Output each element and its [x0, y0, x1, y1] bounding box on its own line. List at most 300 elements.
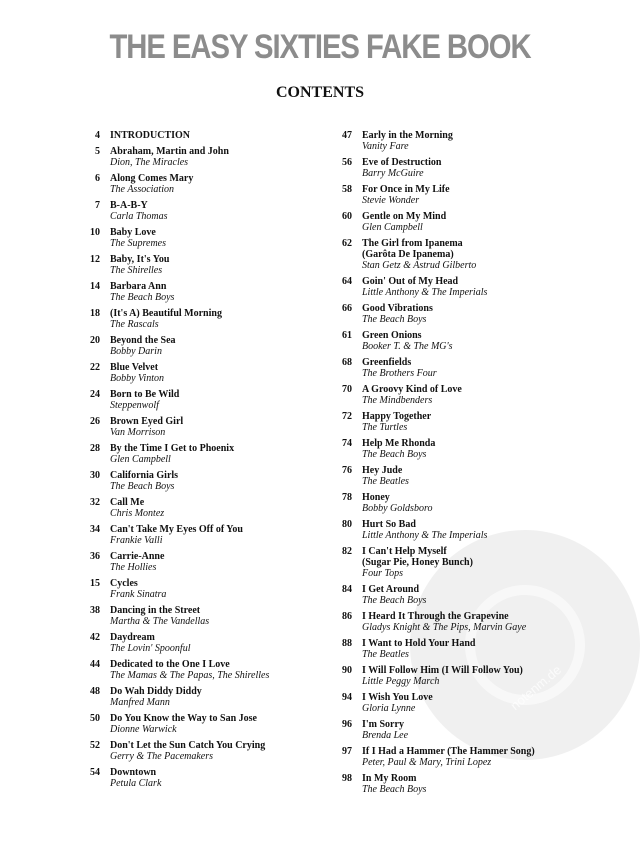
artist-name: The Beach Boys	[362, 784, 427, 795]
page-number: 64	[342, 276, 352, 287]
song-title-line: Greenfields	[362, 357, 412, 368]
page-number: 34	[90, 524, 100, 535]
song-title-line: (Garôta De Ipanema)	[362, 249, 454, 260]
entry-text	[110, 767, 161, 789]
song-title-line: I Heard It Through the Grapevine	[362, 611, 509, 622]
artist-name: The Association	[110, 184, 174, 195]
song-title-line: I'm Sorry	[362, 719, 404, 730]
song-title-line: Help Me Rhonda	[362, 438, 436, 449]
contents-entry	[82, 308, 342, 330]
song-title	[110, 389, 179, 400]
page-number: 76	[342, 465, 352, 476]
song-title-line: Daydream	[110, 632, 155, 643]
song-title-line: (It's A) Beautiful Morning	[110, 308, 222, 319]
artist-name: Barry McGuire	[362, 168, 424, 179]
entry-text	[110, 497, 164, 519]
song-title	[362, 157, 441, 168]
entry-text	[362, 584, 426, 606]
song-title	[362, 211, 446, 222]
page-number: 72	[342, 411, 352, 422]
song-title	[110, 281, 174, 292]
book-title: THE EASY SIXTIES FAKE BOOK	[109, 28, 531, 66]
song-title	[110, 227, 166, 238]
song-title	[110, 470, 178, 481]
page-number: 36	[90, 551, 100, 562]
song-title-line: Along Comes Mary	[110, 173, 194, 184]
artist-name: The Shirelles	[110, 265, 163, 276]
song-title	[362, 438, 435, 449]
page-number: 15	[90, 578, 100, 589]
contents-entry	[82, 254, 342, 276]
artist-name: Martha & The Vandellas	[110, 616, 210, 627]
page-number: 30	[90, 470, 100, 481]
entry-text	[362, 276, 487, 298]
contents-entry	[82, 389, 342, 411]
song-title-line: Baby, It's You	[110, 254, 170, 265]
contents-entry	[82, 767, 342, 789]
contents-entry	[82, 335, 342, 357]
entry-text	[362, 719, 408, 741]
song-title	[110, 524, 243, 535]
song-title-line: I Will Follow Him (I Will Follow You)	[362, 665, 523, 676]
artist-name: Bobby Vinton	[110, 373, 164, 384]
page-number: 84	[342, 584, 352, 595]
artist-name: Stevie Wonder	[362, 195, 420, 206]
contents-column-right	[336, 130, 626, 800]
song-title-line: I Wish You Love	[362, 692, 433, 703]
song-title-line: I Can't Help Myself	[362, 546, 447, 557]
entry-text	[362, 692, 433, 714]
song-title-line: Don't Let the Sun Catch You Crying	[110, 740, 266, 751]
song-title-line: Can't Take My Eyes Off of You	[110, 524, 243, 535]
song-title-line: Eve of Destruction	[362, 157, 442, 168]
page-number: 90	[342, 665, 352, 676]
song-title-line: Beyond the Sea	[110, 335, 176, 346]
artist-name: The Turtles	[362, 422, 408, 433]
contents-entry	[82, 605, 342, 627]
song-title	[110, 443, 234, 454]
entry-text	[110, 389, 179, 411]
artist-name: Booker T. & The MG's	[362, 341, 453, 352]
contents-entry	[82, 200, 342, 222]
page-number: 58	[342, 184, 352, 195]
entry-text	[362, 130, 453, 152]
contents-entry	[82, 281, 342, 303]
entry-text	[110, 227, 166, 249]
song-title	[110, 335, 176, 346]
song-title-line: Goin' Out of My Head	[362, 276, 459, 287]
song-title-line: Gentle on My Mind	[362, 211, 447, 222]
artist-name: The Mindbenders	[362, 395, 433, 406]
song-title	[110, 605, 209, 616]
artist-name: The Beatles	[362, 476, 409, 487]
artist-name: Gerry & The Pacemakers	[110, 751, 214, 762]
song-title-line: The Girl from Ipanema	[362, 238, 463, 249]
song-title	[362, 465, 409, 476]
contents-entry	[336, 519, 626, 541]
entry-text	[110, 443, 234, 465]
entry-text	[362, 638, 475, 660]
artist-name: Peter, Paul & Mary, Trini Lopez	[362, 757, 492, 768]
artist-name: Steppenwolf	[110, 400, 159, 411]
song-title	[362, 492, 432, 503]
song-title	[110, 686, 202, 697]
song-title-line: (Sugar Pie, Honey Bunch)	[362, 557, 473, 568]
song-title-line: Hey Jude	[362, 465, 403, 476]
artist-name: Little Anthony & The Imperials	[362, 530, 488, 541]
song-title-line: Baby Love	[110, 227, 156, 238]
song-title	[362, 665, 523, 676]
page-number: 28	[90, 443, 100, 454]
page-number: 86	[342, 611, 352, 622]
page-number: 66	[342, 303, 352, 314]
contents-entry	[82, 632, 342, 654]
page-number: 47	[342, 130, 352, 141]
song-title	[110, 713, 257, 724]
contents-entry	[336, 438, 626, 460]
entry-text	[110, 524, 243, 546]
song-title-line: Barbara Ann	[110, 281, 167, 292]
page-number: 6	[95, 173, 100, 184]
page-number: 10	[90, 227, 100, 238]
song-title	[362, 184, 450, 195]
page-number: 78	[342, 492, 352, 503]
page-number: 74	[342, 438, 352, 449]
entry-text	[110, 551, 164, 573]
page-number: 18	[90, 308, 100, 319]
artist-name: The Beach Boys	[362, 449, 427, 460]
song-title-line: Abraham, Martin and John	[110, 146, 229, 157]
page-number: 80	[342, 519, 352, 530]
artist-name: Glen Campbell	[110, 454, 171, 465]
entry-text	[362, 330, 453, 352]
page-number: 42	[90, 632, 100, 643]
entry-text	[362, 438, 435, 460]
entry-text	[110, 686, 202, 708]
song-title	[110, 767, 161, 778]
contents-entry	[82, 686, 342, 708]
contents-entry	[82, 578, 342, 600]
song-title-line: I Get Around	[362, 584, 420, 595]
entry-text	[110, 632, 190, 654]
page-number: 54	[90, 767, 100, 778]
artist-name: Stan Getz & Astrud Gilberto	[362, 260, 477, 271]
song-title	[362, 584, 426, 595]
page-number: 61	[342, 330, 352, 341]
contents-entry	[82, 470, 342, 492]
song-title-line: Cycles	[110, 578, 138, 589]
song-title	[362, 357, 437, 368]
artist-name: Gloria Lynne	[362, 703, 416, 714]
artist-name: The Hollies	[110, 562, 157, 573]
artist-name: The Beatles	[362, 649, 409, 660]
entry-text	[362, 211, 446, 233]
page-number: 60	[342, 211, 352, 222]
song-title	[362, 303, 433, 314]
entry-text	[110, 146, 229, 168]
entry-text	[362, 384, 462, 406]
artist-name: Bobby Darin	[110, 346, 162, 357]
artist-name: Frankie Valli	[110, 535, 163, 546]
song-title-line: Do Wah Diddy Diddy	[110, 686, 202, 697]
artist-name: The Beach Boys	[362, 595, 427, 606]
artist-name: The Rascals	[110, 319, 159, 330]
page-number: 4	[95, 130, 100, 141]
contents-entry	[336, 211, 626, 233]
page-number: 70	[342, 384, 352, 395]
artist-name: The Mamas & The Papas, The Shirelles	[110, 670, 270, 681]
song-title-line: Dedicated to the One I Love	[110, 659, 230, 670]
contents-entry	[82, 146, 342, 168]
entry-text	[110, 130, 190, 141]
contents-entry	[82, 524, 342, 546]
contents-entry	[82, 551, 342, 573]
entry-text	[110, 200, 168, 222]
contents-entry	[336, 384, 626, 406]
entry-text	[362, 519, 487, 541]
entry-text	[362, 665, 523, 687]
page-number: 50	[90, 713, 100, 724]
entry-text	[362, 546, 473, 579]
song-title	[110, 416, 183, 427]
artist-name: Carla Thomas	[110, 211, 168, 222]
song-title-line: Downtown	[110, 767, 157, 778]
contents-entry	[336, 130, 626, 152]
entry-text	[362, 492, 432, 514]
entry-text	[110, 740, 265, 762]
entry-text	[110, 335, 176, 357]
entry-text	[110, 416, 183, 438]
song-title	[362, 546, 473, 568]
entry-text	[110, 362, 164, 384]
song-title-line: INTRODUCTION	[110, 130, 191, 141]
song-title-line: Good Vibrations	[362, 303, 433, 314]
watermark-text: notenm.de	[507, 662, 565, 713]
song-title	[362, 276, 487, 287]
artist-name: Glen Campbell	[362, 222, 423, 233]
song-title-line: B-A-B-Y	[110, 200, 148, 211]
entry-text	[362, 303, 433, 325]
artist-name: Petula Clark	[110, 778, 162, 789]
entry-text	[362, 357, 437, 379]
page-number: 5	[95, 146, 100, 157]
song-title	[362, 330, 453, 341]
page-number: 68	[342, 357, 352, 368]
contents-entry	[336, 357, 626, 379]
entry-text	[110, 578, 166, 600]
contents-entry	[336, 238, 626, 271]
artist-name: Chris Montez	[110, 508, 165, 519]
artist-name: The Beach Boys	[110, 292, 175, 303]
song-title	[362, 519, 487, 530]
song-title-line: Carrie-Anne	[110, 551, 165, 562]
entry-text	[362, 611, 526, 633]
contents-entry	[336, 492, 626, 514]
song-title-line: Early in the Morning	[362, 130, 453, 141]
song-title-line: By the Time I Get to Phoenix	[110, 443, 235, 454]
entry-text	[110, 308, 222, 330]
contents-entry	[336, 157, 626, 179]
contents-entry	[336, 611, 626, 633]
page-number: 44	[90, 659, 100, 670]
page-number: 48	[90, 686, 100, 697]
contents-entry	[336, 719, 626, 741]
contents-entry	[336, 546, 626, 579]
contents-column-left	[82, 130, 342, 794]
page-number: 82	[342, 546, 352, 557]
contents-entry	[82, 443, 342, 465]
entry-text	[362, 411, 431, 433]
song-title-line: Dancing in the Street	[110, 605, 201, 616]
contents-entry	[336, 665, 626, 687]
contents-entry	[82, 416, 342, 438]
contents-entry	[336, 276, 626, 298]
song-title	[362, 611, 526, 622]
page-number: 56	[342, 157, 352, 168]
song-title-line: Call Me	[110, 497, 145, 508]
song-title-line: I Want to Hold Your Hand	[362, 638, 476, 649]
page-number: 7	[95, 200, 100, 211]
song-title	[110, 497, 164, 508]
entry-text	[110, 605, 209, 627]
page-number: 98	[342, 773, 352, 784]
song-title-line: Happy Together	[362, 411, 432, 422]
entry-text	[110, 173, 193, 195]
contents-entry	[82, 227, 342, 249]
song-title	[110, 200, 168, 211]
song-title-line: A Groovy Kind of Love	[362, 384, 462, 395]
contents-heading: CONTENTS	[275, 84, 365, 101]
song-title	[110, 362, 164, 373]
song-title	[362, 238, 476, 260]
song-title	[362, 719, 408, 730]
song-title	[110, 254, 169, 265]
contents-entry	[336, 411, 626, 433]
song-title	[110, 659, 269, 670]
song-title	[110, 146, 229, 157]
contents-entry	[336, 303, 626, 325]
song-title	[362, 411, 431, 422]
entry-text	[110, 254, 169, 276]
artist-name: Dionne Warwick	[110, 724, 177, 735]
entry-text	[362, 184, 450, 206]
page-number: 14	[90, 281, 100, 292]
artist-name: The Brothers Four	[362, 368, 437, 379]
song-title	[110, 308, 222, 319]
page-number: 97	[342, 746, 352, 757]
artist-name: Dion, The Miracles	[110, 157, 189, 168]
song-title	[362, 746, 535, 757]
contents-entry	[82, 130, 342, 141]
contents-entry	[336, 773, 626, 795]
song-title	[110, 130, 190, 141]
contents-entry	[336, 692, 626, 714]
artist-name: Four Tops	[362, 568, 404, 579]
contents-entry	[82, 659, 342, 681]
page-number: 32	[90, 497, 100, 508]
page-number: 38	[90, 605, 100, 616]
artist-name: The Supremes	[110, 238, 167, 249]
page-number: 26	[90, 416, 100, 427]
song-title	[362, 638, 475, 649]
song-title-line: Green Onions	[362, 330, 422, 341]
song-title-line: In My Room	[362, 773, 417, 784]
page-number: 94	[342, 692, 352, 703]
song-title	[110, 578, 166, 589]
page-number: 88	[342, 638, 352, 649]
contents-entry	[336, 638, 626, 660]
artist-name: Bobby Goldsboro	[362, 503, 433, 514]
entry-text	[362, 238, 476, 271]
artist-name: Brenda Lee	[362, 730, 409, 741]
song-title	[362, 384, 462, 395]
contents-entry	[82, 740, 342, 762]
page-number: 62	[342, 238, 352, 249]
song-title-line: Do You Know the Way to San Jose	[110, 713, 257, 724]
contents-entry	[82, 173, 342, 195]
song-title-line: California Girls	[110, 470, 179, 481]
entry-text	[110, 713, 257, 735]
artist-name: Manfred Mann	[110, 697, 170, 708]
entry-text	[110, 659, 269, 681]
song-title-line: Hurt So Bad	[362, 519, 416, 530]
artist-name: Van Morrison	[110, 427, 166, 438]
artist-name: The Beach Boys	[362, 314, 427, 325]
page-number: 52	[90, 740, 100, 751]
contents-entry	[336, 184, 626, 206]
song-title-line: If I Had a Hammer (The Hammer Song)	[362, 746, 535, 757]
contents-entry	[336, 465, 626, 487]
song-title	[110, 551, 164, 562]
contents-entry	[82, 713, 342, 735]
song-title	[362, 130, 453, 141]
page-number: 20	[90, 335, 100, 346]
contents-entry	[336, 584, 626, 606]
artist-name: The Lovin' Spoonful	[110, 643, 191, 654]
song-title	[110, 632, 190, 643]
contents-entry	[336, 330, 626, 352]
page-number: 24	[90, 389, 100, 400]
song-title	[362, 692, 433, 703]
artist-name: Frank Sinatra	[110, 589, 167, 600]
entry-text	[362, 773, 426, 795]
song-title-line: Born to Be Wild	[110, 389, 180, 400]
song-title-line: Honey	[362, 492, 390, 503]
entry-text	[362, 465, 409, 487]
entry-text	[362, 746, 535, 768]
contents-entry	[82, 497, 342, 519]
contents-entry	[82, 362, 342, 384]
entry-text	[110, 470, 178, 492]
page-number: 12	[90, 254, 100, 265]
song-title	[362, 773, 426, 784]
artist-name: Vanity Fare	[362, 141, 409, 152]
entry-text	[362, 157, 441, 179]
song-title	[110, 173, 193, 184]
song-title-line: Brown Eyed Girl	[110, 416, 184, 427]
artist-name: Little Peggy March	[362, 676, 440, 687]
song-title-line: For Once in My Life	[362, 184, 450, 195]
entry-text	[110, 281, 174, 303]
page-number: 96	[342, 719, 352, 730]
artist-name: The Beach Boys	[110, 481, 175, 492]
page-number: 22	[90, 362, 100, 373]
song-title-line: Blue Velvet	[110, 362, 159, 373]
song-title	[110, 740, 265, 751]
artist-name: Little Anthony & The Imperials	[362, 287, 488, 298]
contents-entry	[336, 746, 626, 768]
artist-name: Gladys Knight & The Pips, Marvin Gaye	[362, 622, 527, 633]
